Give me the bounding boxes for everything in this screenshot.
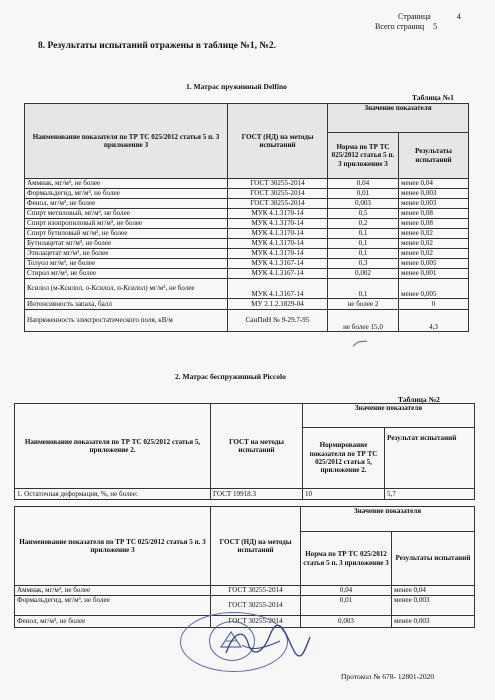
row-method: МУК 4.1.3167-14 [228,269,328,279]
row-result: 0 [399,299,469,310]
row-indicator: Спирт метиловый, мг/м³, не более [25,209,228,219]
protocol-number: Протокол № 678- 12801-2020 [341,672,435,681]
row-result: менее 0,02 [399,239,469,249]
row-result: менее 0,04 [392,586,475,596]
header-norm: Норма по ТР ТС 025/2012 статья 5 п. 3 приложение 3 [301,532,392,586]
header-method: ГОСТ (НД) на методы испытаний [228,104,328,179]
row-result: менее 0,04 [399,179,469,189]
row-indicator: Интенсивность запаха, балл [25,299,228,310]
total-pages [375,22,437,31]
header-value: Значение показателя [301,507,475,532]
row-result: менее 0,08 [399,219,469,229]
row-method: МУК 4.1.3170-14 [228,229,328,239]
table-row [25,249,469,259]
row-indicator: 1. Остаточная деформация, %, не более: [15,489,211,500]
row-indicator: Напряженность электростатического поля, кВ/м [25,310,228,332]
table-row [15,489,475,500]
row-method: ГОСТ 30255-2014 [211,616,301,628]
row-norm: не более 15,0 [328,310,399,332]
table-row [25,259,469,269]
row-norm: 0,1 [328,239,399,249]
total-label: Всего страниц [375,22,425,31]
table-row [25,179,469,189]
header-value: Значение показателя [328,104,469,133]
table-row [25,199,469,209]
row-norm: 0,1 [328,279,399,299]
row-method: ГОСТ 30255-2014 [228,189,328,199]
row-result: менее 0,003 [399,199,469,209]
table2-label: Таблица №2 [398,395,440,404]
row-norm: 0,5 [328,209,399,219]
row-indicator: Формальдегид, мг/м³, не более [25,189,228,199]
row-indicator: Аммиак, мг/м³, не более [25,179,228,189]
row-indicator: Формальдегид, мг/м³, не более [15,596,211,616]
row-indicator: Спирт изопропиловый мг/м³, не более [25,219,228,229]
row-method: МУК 4.1.3170-14 [228,249,328,259]
row-method: ГОСТ 30255-2014 [228,179,328,189]
row-norm: 0,01 [301,596,392,616]
header-norm: Нормирование показателя по ТР ТС 025/2012 статья 5, приложение 2. [303,428,385,489]
row-method: ГОСТ 19918.3 [211,489,303,500]
table-row [25,219,469,229]
table-row [25,279,469,299]
row-method: МУ 2.1.2.1829-04 [228,299,328,310]
row-method: МУК 4.1.3170-14 [228,239,328,249]
row-indicator: Стирол мг/м³, не более [25,269,228,279]
row-result: менее 0,005 [399,259,469,269]
row-method: ГОСТ 30255-2014 [211,596,301,616]
header-method: ГОСТ на методы испытаний [211,404,303,489]
page-counter [398,12,461,21]
row-result: менее 0,003 [392,596,475,616]
header-norm: Норма по ТР ТС 025/2012 статья 5 п. 3 приложение 3 [328,133,399,179]
section-title: 8. Результаты испытаний отражены в таблице №1, №2. [38,41,276,51]
table-row [15,586,475,596]
row-norm: 10 [303,489,385,500]
table-row [25,310,469,332]
header-value: Значение показателя [303,404,475,428]
header-indicator: Наименование показателя по ТР ТС 025/2012 статья 5 п. 3 приложение 3 [25,104,228,179]
total-number: 5 [433,22,438,31]
row-indicator: Фенол, мг/м³, не более [25,199,228,209]
row-method: МУК 4.1.3170-14 [228,219,328,229]
row-norm: 0,003 [328,199,399,209]
row-indicator: Толуол мг/м³, не более [25,259,228,269]
row-indicator: Ксилол (м-Ксилол, о-Ксилол, п-Ксилол) мг/м³, не более [25,279,228,299]
page-label: Страница [398,12,431,21]
row-method: МУК 4.1.3170-14 [228,209,328,219]
table-1 [24,103,469,332]
row-method: МУК 4.1.3167-14 [228,279,328,299]
header-indicator: Наименование показателя по ТР ТС 025/2012 статья 5, приложение 2. [15,404,211,489]
row-norm: 0,2 [328,219,399,229]
row-norm: 0,01 [328,189,399,199]
table-row [25,269,469,279]
check-mark-icon [352,340,368,348]
row-method: ГОСТ 30255-2014 [211,586,301,596]
header-result: Результаты испытаний [399,133,469,179]
row-indicator: Бутилацетат мг/м³, не более [25,239,228,249]
row-norm: не более 2 [328,299,399,310]
page-number: 4 [456,12,461,21]
row-method: ГОСТ 30255-2014 [228,199,328,209]
signature [222,625,312,661]
part2-title: 2. Матрас беспружинный Piccolo [175,372,286,381]
row-result: менее 0,001 [399,269,469,279]
table-row [25,299,469,310]
table-row [25,209,469,219]
row-method: СанПиН № 9-29.7-95 [228,310,328,332]
row-result: менее 0,003 [392,616,475,628]
row-result: менее 0,08 [399,209,469,219]
part1-title: 1. Матрас пружинный Delfino [186,82,287,91]
table-row [25,239,469,249]
row-result: менее 0,02 [399,249,469,259]
row-result: 5,7 [385,489,475,500]
row-norm: 0,1 [328,249,399,259]
row-result: 4,3 [399,310,469,332]
header-result: Результаты испытаний [392,532,475,586]
row-indicator: Спирт бутиловый мг/м³, не более [25,229,228,239]
header-indicator: Наименование показателя по ТР ТС 025/2012 статья 5 п. 3 приложение 3 [15,507,211,586]
table-row [25,189,469,199]
row-method: МУК 4.1.3167-14 [228,259,328,269]
row-norm: 0,003 [301,616,392,628]
row-result: менее 0,005 [399,279,469,299]
table1-label: Таблица №1 [412,93,454,102]
header-result: Результат испытаний [385,428,475,489]
table-row [25,229,469,239]
row-indicator: Этилацетат мг/м³, не более [25,249,228,259]
row-norm: 0,04 [301,586,392,596]
table-2a [14,403,475,500]
row-indicator: Фенол, мг/м³, не более [15,616,211,628]
row-norm: 0,04 [328,179,399,189]
row-norm: 0,1 [328,229,399,239]
row-norm: 0,002 [328,269,399,279]
header-method: ГОСТ (НД) на методы испытаний [211,507,301,586]
table-2b [14,506,475,628]
row-norm: 0,3 [328,259,399,269]
row-result: менее 0,003 [399,189,469,199]
row-indicator: Аммиак, мг/м³, не более [15,586,211,596]
row-result: менее 0,02 [399,229,469,239]
